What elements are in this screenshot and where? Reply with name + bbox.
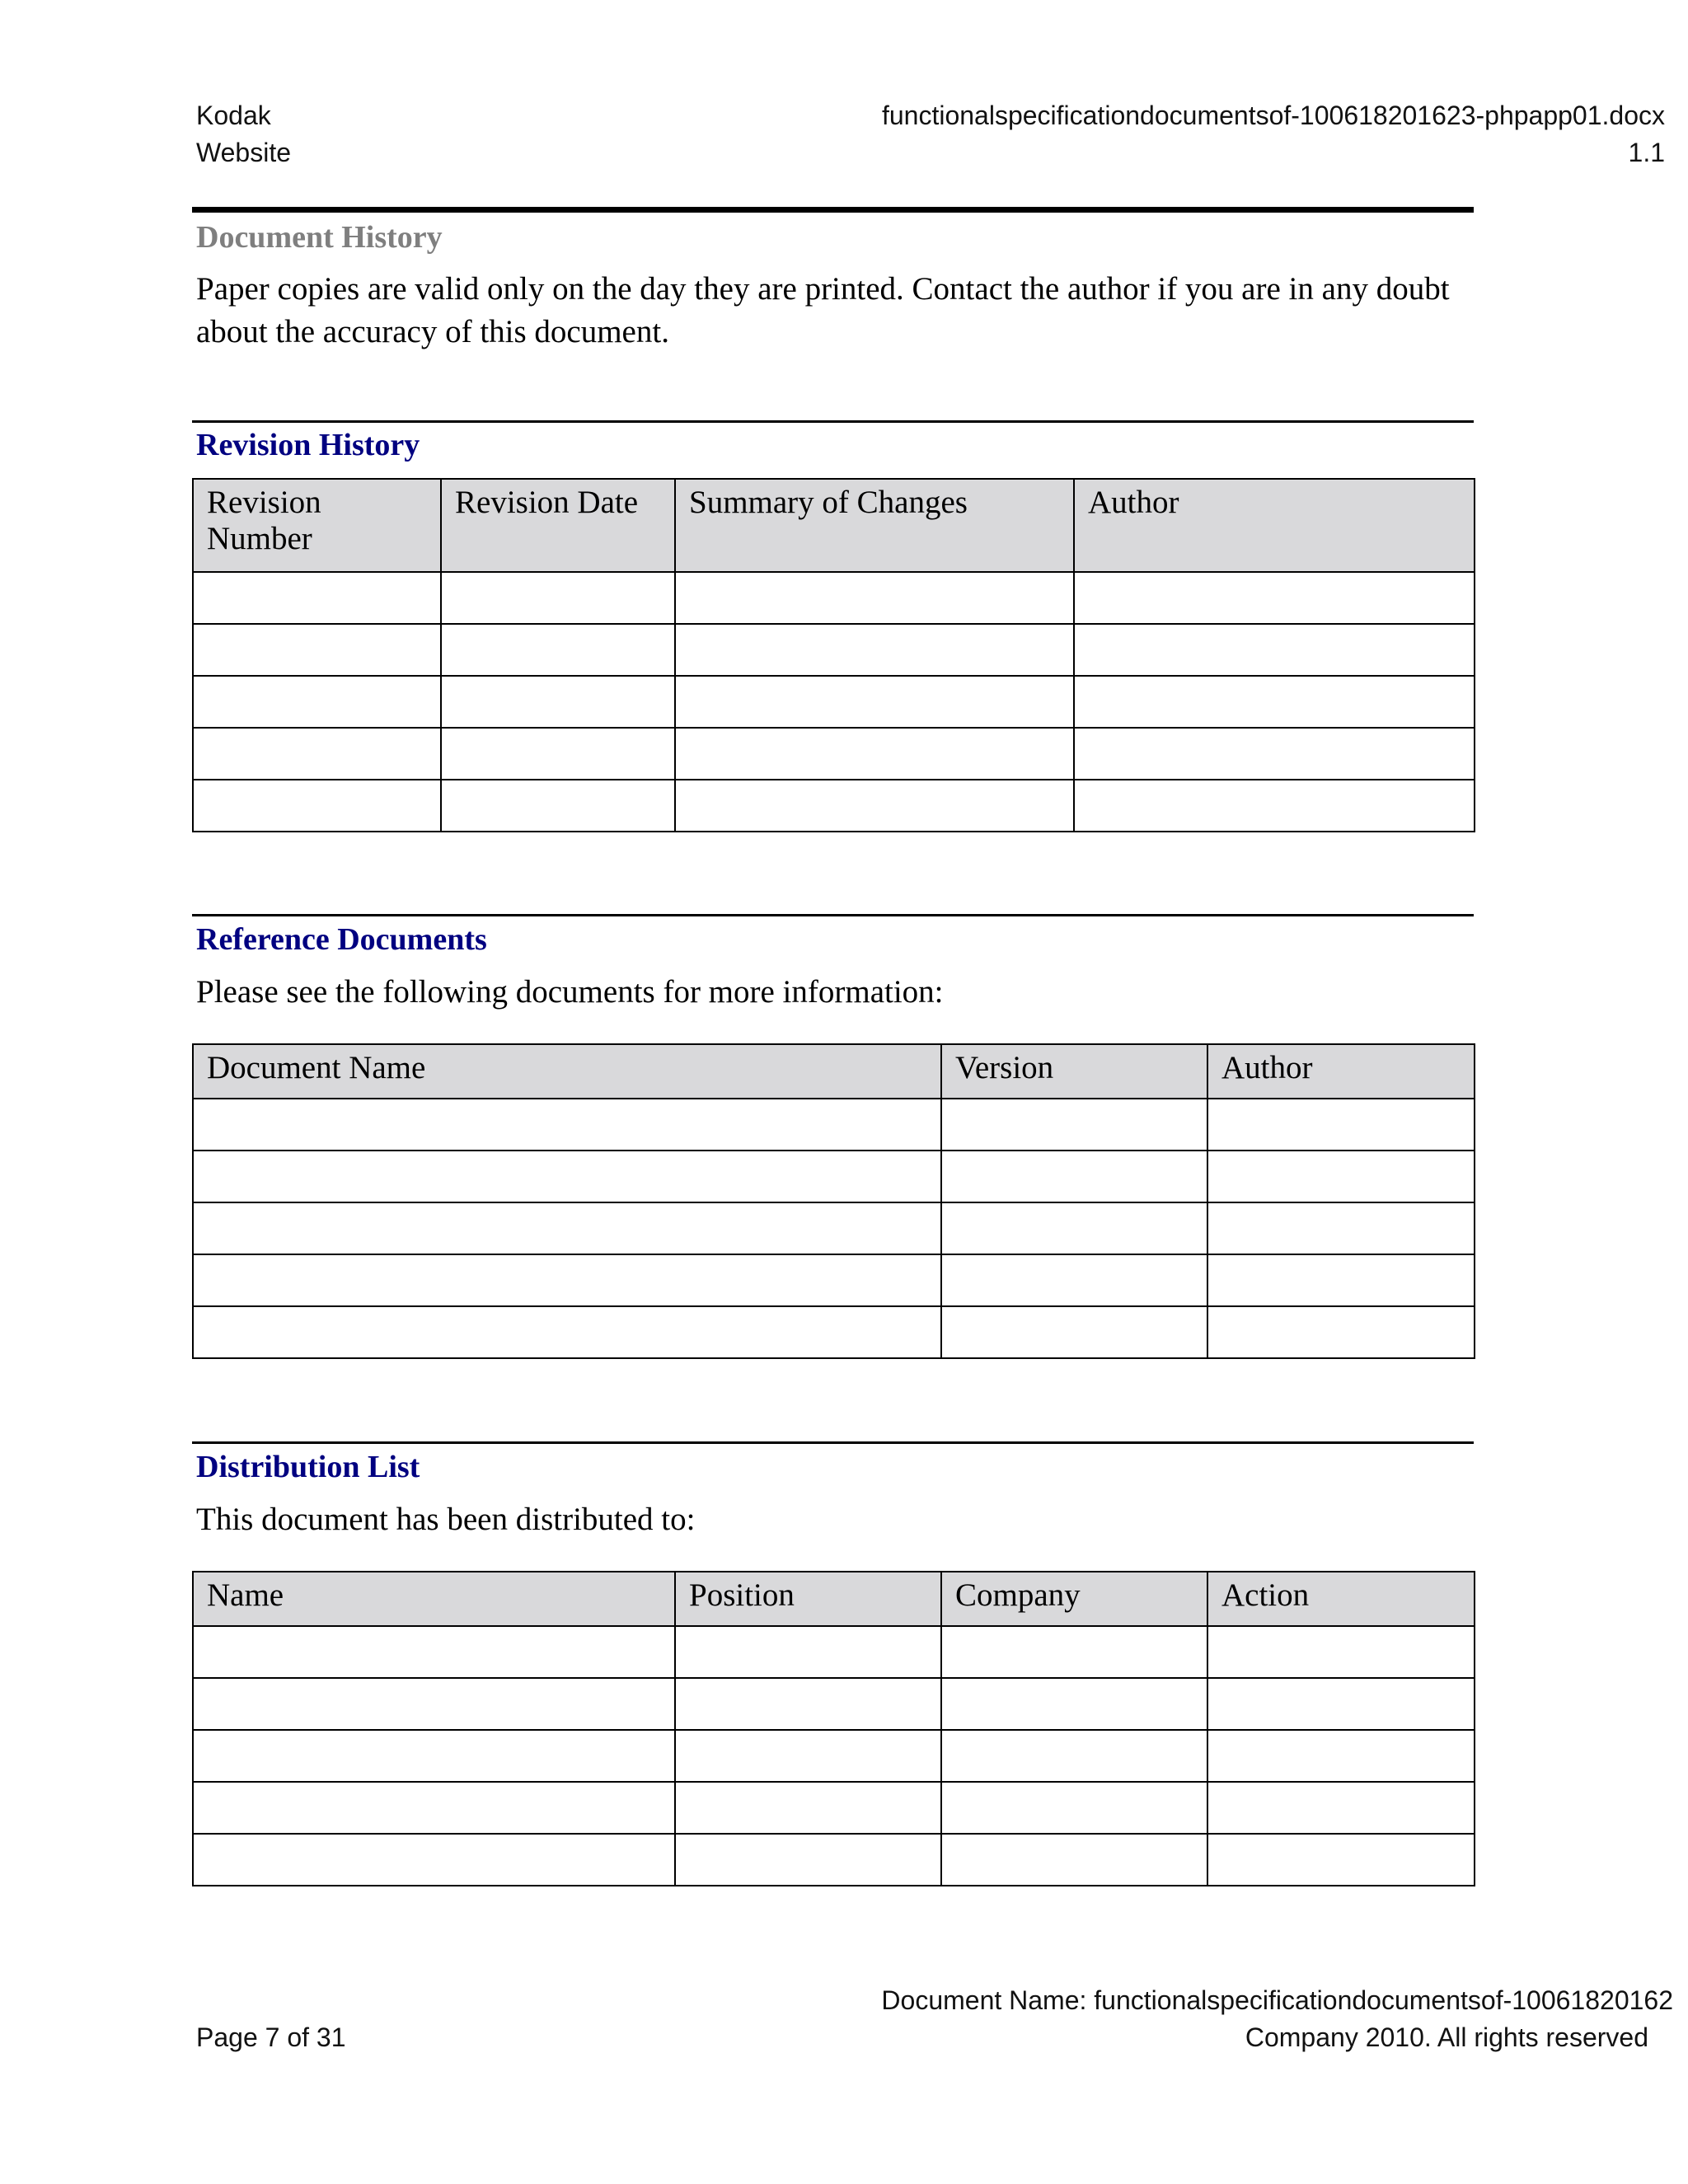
- table-cell[interactable]: [941, 1678, 1207, 1730]
- table-row: [193, 572, 1475, 624]
- table-row: [193, 1626, 1475, 1678]
- document-history-text: Paper copies are valid only on the day they are printed. Contact the author if you are in any doubt about the accuracy of this document.: [196, 271, 1450, 349]
- reference-documents-title: Reference Documents: [196, 922, 487, 957]
- table-cell[interactable]: [1207, 1202, 1475, 1254]
- table-cell[interactable]: [1074, 676, 1475, 728]
- table-cell[interactable]: [675, 572, 1074, 624]
- table-cell[interactable]: [941, 1306, 1207, 1358]
- reference-documents-table: [192, 1043, 1475, 1359]
- table-cell[interactable]: [193, 572, 441, 624]
- table-cell[interactable]: [1207, 1099, 1475, 1151]
- table-cell[interactable]: [1074, 572, 1475, 624]
- table-cell[interactable]: [193, 1678, 675, 1730]
- header-project: Website: [196, 138, 292, 167]
- table-cell[interactable]: [193, 1834, 675, 1886]
- footer-right: [816, 1982, 1673, 2056]
- table-cell[interactable]: [441, 676, 675, 728]
- table-cell[interactable]: [441, 728, 675, 780]
- header-divider: [192, 207, 1474, 213]
- footer-copyright: Company 2010. All rights reserved: [1245, 2022, 1648, 2052]
- table-cell[interactable]: [1207, 1678, 1475, 1730]
- table-cell[interactable]: [193, 1306, 941, 1358]
- table-cell[interactable]: [675, 676, 1074, 728]
- table-row: [193, 1782, 1475, 1834]
- table-cell[interactable]: [1074, 780, 1475, 832]
- table-cell[interactable]: [1207, 1151, 1475, 1202]
- table-row: [193, 1730, 1475, 1782]
- table-cell[interactable]: [1207, 1254, 1475, 1306]
- table-row: [193, 728, 1475, 780]
- table-row: [193, 1254, 1475, 1306]
- table-cell[interactable]: [675, 728, 1074, 780]
- table-cell[interactable]: [193, 1730, 675, 1782]
- column-header-author: Author: [1207, 1044, 1475, 1099]
- table-header-row: [193, 479, 1475, 572]
- distribution-list-intro: This document has been distributed to:: [196, 1502, 696, 1537]
- column-header-author: Author: [1074, 479, 1475, 572]
- table-cell[interactable]: [193, 1626, 675, 1678]
- table-row: [193, 1834, 1475, 1886]
- document-history-title: Document History: [196, 220, 443, 255]
- distribution-list-table: [192, 1571, 1475, 1886]
- table-cell[interactable]: [675, 1782, 941, 1834]
- table-cell[interactable]: [675, 1730, 941, 1782]
- table-cell[interactable]: [441, 624, 675, 676]
- reference-documents-intro: Please see the following documents for more information:: [196, 974, 944, 1010]
- table-cell[interactable]: [1207, 1626, 1475, 1678]
- column-header-revision-date: Revision Date: [441, 479, 675, 572]
- table-cell[interactable]: [193, 728, 441, 780]
- table-cell[interactable]: [941, 1099, 1207, 1151]
- column-header-summary-of-changes: Summary of Changes: [675, 479, 1074, 572]
- revision-history-divider: [192, 420, 1474, 423]
- table-header-row: [193, 1044, 1475, 1099]
- table-cell[interactable]: [193, 1151, 941, 1202]
- table-cell[interactable]: [1074, 624, 1475, 676]
- table-row: [193, 1306, 1475, 1358]
- table-cell[interactable]: [675, 1834, 941, 1886]
- table-cell[interactable]: [675, 1678, 941, 1730]
- table-cell[interactable]: [1074, 728, 1475, 780]
- column-header-revision-number: Revision Number: [193, 479, 441, 572]
- table-cell[interactable]: [941, 1782, 1207, 1834]
- table-row: [193, 780, 1475, 832]
- table-cell[interactable]: [193, 1254, 941, 1306]
- table-row: [193, 1202, 1475, 1254]
- table-cell[interactable]: [193, 1202, 941, 1254]
- table-cell[interactable]: [941, 1730, 1207, 1782]
- table-cell[interactable]: [941, 1202, 1207, 1254]
- header-version: 1.1: [1628, 138, 1665, 167]
- column-header-version: Version: [941, 1044, 1207, 1099]
- table-cell[interactable]: [441, 780, 675, 832]
- table-cell[interactable]: [675, 624, 1074, 676]
- reference-documents-divider: [192, 914, 1474, 916]
- table-cell[interactable]: [193, 1099, 941, 1151]
- table-row: [193, 1678, 1475, 1730]
- revision-history-table: [192, 478, 1475, 832]
- table-cell[interactable]: [193, 624, 441, 676]
- header-right: [824, 97, 1665, 171]
- column-header-document-name: Document Name: [193, 1044, 941, 1099]
- column-header-name: Name: [193, 1572, 675, 1626]
- distribution-list-title: Distribution List: [196, 1450, 420, 1484]
- table-cell[interactable]: [193, 676, 441, 728]
- header-filename: functionalspecificationdocumentsof-100618201623-phpapp01.docx: [881, 101, 1665, 130]
- header-left: [196, 97, 291, 171]
- table-row: [193, 1151, 1475, 1202]
- table-cell[interactable]: [1207, 1730, 1475, 1782]
- table-cell[interactable]: [941, 1834, 1207, 1886]
- footer-page-number: Page 7 of 31: [196, 2022, 346, 2052]
- table-cell[interactable]: [941, 1626, 1207, 1678]
- table-cell[interactable]: [1207, 1834, 1475, 1886]
- table-row: [193, 624, 1475, 676]
- column-header-company: Company: [941, 1572, 1207, 1626]
- table-cell[interactable]: [441, 572, 675, 624]
- revision-history-title: Revision History: [196, 428, 420, 462]
- column-header-action: Action: [1207, 1572, 1475, 1626]
- table-cell[interactable]: [675, 780, 1074, 832]
- table-header-row: [193, 1572, 1475, 1626]
- table-cell[interactable]: [941, 1254, 1207, 1306]
- header-company: Kodak: [196, 101, 271, 130]
- table-cell[interactable]: [1207, 1782, 1475, 1834]
- distribution-list-divider: [192, 1441, 1474, 1444]
- table-cell[interactable]: [1207, 1306, 1475, 1358]
- footer-document-name: Document Name: functionalspecificationdocumentsof-10061820162: [881, 1985, 1673, 2015]
- table-cell[interactable]: [193, 780, 441, 832]
- table-cell[interactable]: [675, 1626, 941, 1678]
- table-row: [193, 676, 1475, 728]
- table-row: [193, 1099, 1475, 1151]
- table-cell[interactable]: [193, 1782, 675, 1834]
- column-header-position: Position: [675, 1572, 941, 1626]
- table-cell[interactable]: [941, 1151, 1207, 1202]
